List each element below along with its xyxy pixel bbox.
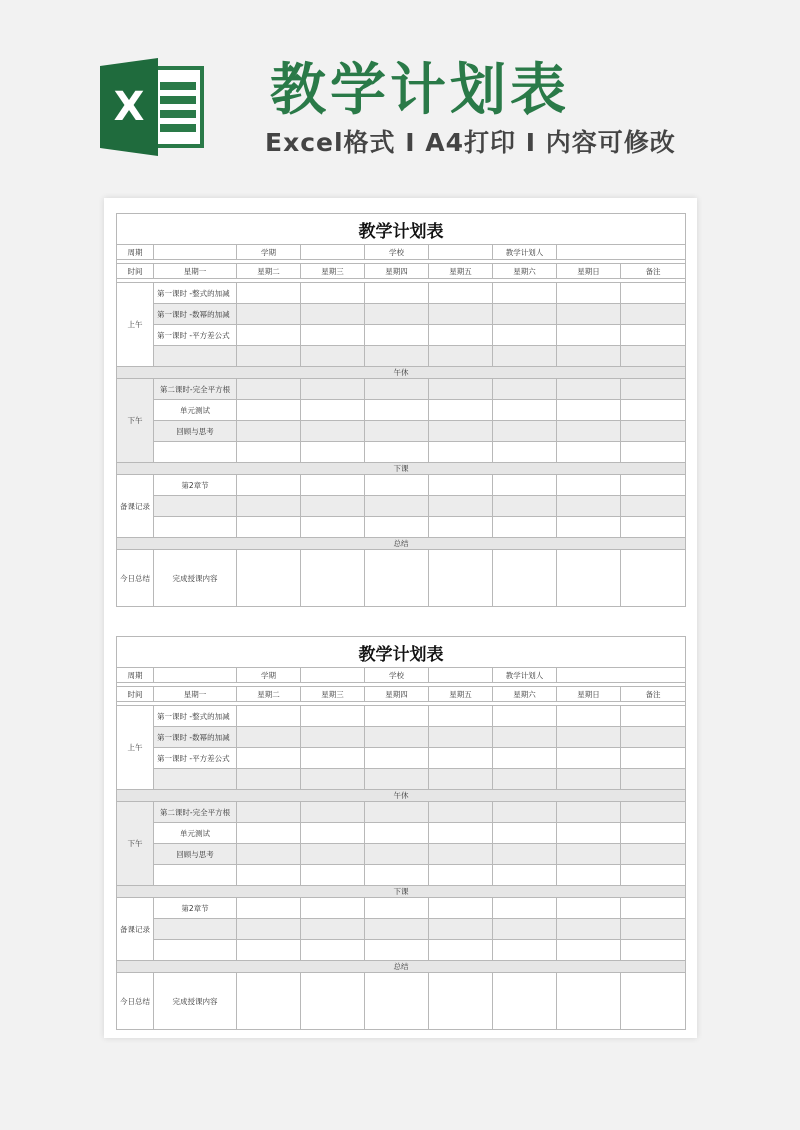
schedule-cell[interactable]: [365, 865, 429, 886]
schedule-cell[interactable]: [365, 769, 429, 790]
summary-cell[interactable]: [493, 550, 557, 607]
schedule-cell[interactable]: [301, 517, 365, 538]
day-header-sun: 星期日: [557, 264, 621, 279]
summary-row: 总结: [117, 538, 686, 550]
schedule-cell[interactable]: [493, 517, 557, 538]
day-header-wed: 星期三: [301, 687, 365, 702]
schedule-cell[interactable]: [365, 706, 429, 727]
schedule-cell[interactable]: [557, 325, 621, 346]
lesson-cell[interactable]: 第一课时 -整式的加减: [154, 706, 237, 727]
excel-icon: [100, 58, 206, 156]
schedule-cell[interactable]: [621, 442, 686, 463]
schedule-cell[interactable]: [493, 346, 557, 367]
day-header-sat: 星期六: [493, 687, 557, 702]
note-header: 备注: [621, 687, 686, 702]
paper-sheet: [104, 198, 697, 1038]
lesson-cell[interactable]: [154, 346, 237, 367]
schedule-cell[interactable]: [557, 769, 621, 790]
schedule-cell[interactable]: [301, 400, 365, 421]
daily-summary-label: 今日总结: [117, 973, 154, 1030]
term-label: 学期: [237, 245, 301, 260]
lesson-cell[interactable]: 单元测试: [154, 400, 237, 421]
schedule-cell[interactable]: [429, 379, 493, 400]
schedule-cell[interactable]: [493, 919, 557, 940]
prep-cell[interactable]: 第2章节: [154, 898, 237, 919]
lesson-cell[interactable]: 第一课时 -平方差公式: [154, 748, 237, 769]
schedule-cell[interactable]: [621, 304, 686, 325]
schedule-cell[interactable]: [429, 442, 493, 463]
school-value[interactable]: [429, 668, 493, 683]
schedule-cell[interactable]: [365, 496, 429, 517]
school-value[interactable]: [429, 245, 493, 260]
summary-cell[interactable]: [365, 973, 429, 1030]
schedule-cell[interactable]: [557, 844, 621, 865]
schedule-cell[interactable]: [237, 919, 301, 940]
term-value[interactable]: [301, 245, 365, 260]
day-header-mon: 星期一: [154, 264, 237, 279]
lesson-cell[interactable]: 第二课时-完全平方根: [154, 379, 237, 400]
schedule-cell[interactable]: [365, 802, 429, 823]
schedule-cell[interactable]: [365, 421, 429, 442]
schedule-cell[interactable]: [237, 400, 301, 421]
day-header-wed: 星期三: [301, 264, 365, 279]
schedule-cell[interactable]: [301, 304, 365, 325]
schedule-cell[interactable]: [429, 475, 493, 496]
schedule-cell[interactable]: [301, 421, 365, 442]
schedule-cell[interactable]: [493, 769, 557, 790]
schedule-cell[interactable]: [557, 748, 621, 769]
schedule-cell[interactable]: [365, 283, 429, 304]
schedule-cell[interactable]: [301, 379, 365, 400]
schedule-cell[interactable]: [557, 400, 621, 421]
schedule-cell[interactable]: [365, 379, 429, 400]
schedule-cell[interactable]: [557, 421, 621, 442]
schedule-cell[interactable]: [557, 727, 621, 748]
schedule-cell[interactable]: [429, 844, 493, 865]
summary-cell[interactable]: [429, 550, 493, 607]
after-class-row: 下课: [117, 886, 686, 898]
day-header-thu: 星期四: [365, 687, 429, 702]
day-header-fri: 星期五: [429, 264, 493, 279]
schedule-cell[interactable]: [237, 802, 301, 823]
excel-icon-letter: X: [113, 84, 145, 130]
schedule-cell[interactable]: [365, 727, 429, 748]
schedule-cell[interactable]: [237, 727, 301, 748]
schedule-cell[interactable]: [621, 802, 686, 823]
schedule-cell[interactable]: [621, 940, 686, 961]
page-subtitle: Excel格式 I A4打印 I 内容可修改: [265, 128, 676, 157]
noon-break-row: 午休: [117, 790, 686, 802]
daily-summary-label: 今日总结: [117, 550, 154, 607]
note-header: 备注: [621, 264, 686, 279]
schedule-cell[interactable]: [301, 865, 365, 886]
planner-value[interactable]: [557, 668, 686, 683]
schedule-cell[interactable]: [237, 379, 301, 400]
planner-label: 教学计划人: [493, 245, 557, 260]
morning-label: 上午: [117, 706, 154, 790]
schedule-cell[interactable]: [621, 346, 686, 367]
prep-label: 备课记录: [117, 898, 154, 961]
schedule-cell[interactable]: [557, 517, 621, 538]
lesson-cell[interactable]: [154, 769, 237, 790]
schedule-cell[interactable]: [493, 940, 557, 961]
summary-cell[interactable]: [621, 973, 686, 1030]
schedule-cell[interactable]: [237, 898, 301, 919]
schedule-cell[interactable]: [237, 304, 301, 325]
schedule-cell[interactable]: [429, 325, 493, 346]
schedule-cell[interactable]: [365, 940, 429, 961]
day-header-tue: 星期二: [237, 264, 301, 279]
prep-label: 备课记录: [117, 475, 154, 538]
schedule-cell[interactable]: [621, 748, 686, 769]
schedule-cell[interactable]: [429, 346, 493, 367]
afternoon-label: 下午: [117, 802, 154, 886]
schedule-cell[interactable]: [621, 325, 686, 346]
schedule-cell[interactable]: [429, 802, 493, 823]
schedule-cell[interactable]: [621, 823, 686, 844]
schedule-cell[interactable]: [301, 844, 365, 865]
schedule-cell[interactable]: [365, 475, 429, 496]
schedule-cell[interactable]: [493, 802, 557, 823]
schedule-cell[interactable]: [237, 823, 301, 844]
schedule-cell[interactable]: [301, 496, 365, 517]
schedule-cell[interactable]: [301, 919, 365, 940]
schedule-cell[interactable]: [493, 283, 557, 304]
schedule-cell[interactable]: [301, 769, 365, 790]
schedule-cell[interactable]: [301, 442, 365, 463]
schedule-cell[interactable]: [237, 475, 301, 496]
schedule-cell[interactable]: [301, 823, 365, 844]
schedule-cell[interactable]: [365, 325, 429, 346]
schedule-cell[interactable]: [365, 898, 429, 919]
schedule-cell[interactable]: [557, 496, 621, 517]
schedule-cell[interactable]: [365, 442, 429, 463]
schedule-cell[interactable]: [557, 865, 621, 886]
schedule-cell[interactable]: [621, 865, 686, 886]
schedule-cell[interactable]: [365, 304, 429, 325]
schedule-cell[interactable]: [365, 844, 429, 865]
schedule-cell[interactable]: [493, 844, 557, 865]
schedule-cell[interactable]: [429, 304, 493, 325]
daily-summary-content[interactable]: 完成授课内容: [154, 973, 237, 1030]
schedule-cell[interactable]: [621, 727, 686, 748]
schedule-cell[interactable]: [365, 748, 429, 769]
schedule-cell[interactable]: [621, 379, 686, 400]
lesson-cell[interactable]: [154, 865, 237, 886]
time-header: 时间: [117, 264, 154, 279]
schedule-cell[interactable]: [301, 748, 365, 769]
schedule-cell[interactable]: [301, 898, 365, 919]
schedule-cell[interactable]: [557, 475, 621, 496]
schedule-cell[interactable]: [557, 346, 621, 367]
schedule-cell[interactable]: [557, 304, 621, 325]
summary-cell[interactable]: [365, 550, 429, 607]
prep-cell[interactable]: [154, 517, 237, 538]
schedule-cell[interactable]: [429, 919, 493, 940]
schedule-cell[interactable]: [621, 400, 686, 421]
schedule-cell[interactable]: [493, 400, 557, 421]
schedule-cell[interactable]: [557, 823, 621, 844]
schedule-cell[interactable]: [429, 898, 493, 919]
schedule-cell[interactable]: [493, 379, 557, 400]
schedule-cell[interactable]: [301, 475, 365, 496]
schedule-cell[interactable]: [365, 400, 429, 421]
term-label: 学期: [237, 668, 301, 683]
summary-cell[interactable]: [301, 550, 365, 607]
page-header: [0, 0, 800, 190]
schedule-cell[interactable]: [557, 898, 621, 919]
schedule-cell[interactable]: [365, 919, 429, 940]
summary-cell[interactable]: [621, 550, 686, 607]
schedule-cell[interactable]: [429, 940, 493, 961]
plan-sheet-1: [116, 213, 685, 607]
schedule-cell[interactable]: [493, 325, 557, 346]
lesson-cell[interactable]: 回顾与思考: [154, 844, 237, 865]
prep-cell[interactable]: 第2章节: [154, 475, 237, 496]
schedule-cell[interactable]: [429, 517, 493, 538]
sheet-title: 教学计划表: [117, 214, 686, 245]
schedule-cell[interactable]: [557, 919, 621, 940]
schedule-cell[interactable]: [493, 475, 557, 496]
schedule-cell[interactable]: [429, 400, 493, 421]
summary-cell[interactable]: [237, 973, 301, 1030]
schedule-cell[interactable]: [301, 706, 365, 727]
schedule-cell[interactable]: [621, 769, 686, 790]
schedule-cell[interactable]: [301, 802, 365, 823]
cycle-label: 周期: [117, 668, 154, 683]
plan-table: [116, 213, 686, 607]
schedule-cell[interactable]: [493, 442, 557, 463]
page-title: 教学计划表: [270, 58, 570, 123]
schedule-cell[interactable]: [301, 283, 365, 304]
lesson-cell[interactable]: 回顾与思考: [154, 421, 237, 442]
schedule-cell[interactable]: [237, 940, 301, 961]
summary-cell[interactable]: [493, 973, 557, 1030]
schedule-cell[interactable]: [365, 346, 429, 367]
prep-cell[interactable]: [154, 496, 237, 517]
schedule-cell[interactable]: [621, 898, 686, 919]
day-header-tue: 星期二: [237, 687, 301, 702]
schedule-cell[interactable]: [493, 898, 557, 919]
morning-label: 上午: [117, 283, 154, 367]
schedule-cell[interactable]: [557, 802, 621, 823]
summary-cell[interactable]: [237, 550, 301, 607]
day-header-sun: 星期日: [557, 687, 621, 702]
schedule-cell[interactable]: [621, 706, 686, 727]
summary-cell[interactable]: [557, 550, 621, 607]
schedule-cell[interactable]: [493, 304, 557, 325]
schedule-cell[interactable]: [429, 769, 493, 790]
schedule-cell[interactable]: [429, 706, 493, 727]
schedule-cell[interactable]: [493, 421, 557, 442]
schedule-cell[interactable]: [621, 421, 686, 442]
plan-sheet-2: [116, 636, 685, 1030]
sheet-title: 教学计划表: [117, 637, 686, 668]
daily-summary-content[interactable]: 完成授课内容: [154, 550, 237, 607]
term-value[interactable]: [301, 668, 365, 683]
schedule-cell[interactable]: [429, 865, 493, 886]
schedule-cell[interactable]: [493, 496, 557, 517]
schedule-cell[interactable]: [621, 496, 686, 517]
after-class-row: 下课: [117, 463, 686, 475]
lesson-cell[interactable]: [154, 442, 237, 463]
summary-row: 总结: [117, 961, 686, 973]
day-header-fri: 星期五: [429, 687, 493, 702]
lesson-cell[interactable]: 第一课时 -数幂的加减: [154, 304, 237, 325]
plan-table: [116, 636, 686, 1030]
afternoon-label: 下午: [117, 379, 154, 463]
schedule-cell[interactable]: [237, 769, 301, 790]
schedule-cell[interactable]: [237, 421, 301, 442]
schedule-cell[interactable]: [429, 421, 493, 442]
planner-label: 教学计划人: [493, 668, 557, 683]
lesson-cell[interactable]: 第二课时-完全平方根: [154, 802, 237, 823]
cycle-value[interactable]: [154, 245, 237, 260]
schedule-cell[interactable]: [621, 919, 686, 940]
schedule-cell[interactable]: [301, 940, 365, 961]
schedule-cell[interactable]: [493, 706, 557, 727]
schedule-cell[interactable]: [237, 325, 301, 346]
cycle-value[interactable]: [154, 668, 237, 683]
schedule-cell[interactable]: [237, 517, 301, 538]
lesson-cell[interactable]: 第一课时 -数幂的加减: [154, 727, 237, 748]
schedule-cell[interactable]: [429, 748, 493, 769]
schedule-cell[interactable]: [237, 706, 301, 727]
summary-cell[interactable]: [301, 973, 365, 1030]
schedule-cell[interactable]: [557, 379, 621, 400]
schedule-cell[interactable]: [493, 865, 557, 886]
schedule-cell[interactable]: [301, 325, 365, 346]
schedule-cell[interactable]: [493, 823, 557, 844]
schedule-cell[interactable]: [557, 442, 621, 463]
day-header-mon: 星期一: [154, 687, 237, 702]
schedule-cell[interactable]: [429, 823, 493, 844]
day-header-thu: 星期四: [365, 264, 429, 279]
schedule-cell[interactable]: [493, 748, 557, 769]
schedule-cell[interactable]: [621, 517, 686, 538]
school-label: 学校: [365, 668, 429, 683]
planner-value[interactable]: [557, 245, 686, 260]
lesson-cell[interactable]: 第一课时 -整式的加减: [154, 283, 237, 304]
schedule-cell[interactable]: [365, 823, 429, 844]
day-header-sat: 星期六: [493, 264, 557, 279]
prep-cell[interactable]: [154, 919, 237, 940]
schedule-cell[interactable]: [429, 283, 493, 304]
schedule-cell[interactable]: [237, 346, 301, 367]
schedule-cell[interactable]: [621, 844, 686, 865]
noon-break-row: 午休: [117, 367, 686, 379]
time-header: 时间: [117, 687, 154, 702]
schedule-cell[interactable]: [621, 283, 686, 304]
lesson-cell[interactable]: 第一课时 -平方差公式: [154, 325, 237, 346]
schedule-cell[interactable]: [621, 475, 686, 496]
schedule-cell[interactable]: [301, 727, 365, 748]
summary-cell[interactable]: [557, 973, 621, 1030]
schedule-cell[interactable]: [301, 346, 365, 367]
schedule-cell[interactable]: [429, 496, 493, 517]
prep-cell[interactable]: [154, 940, 237, 961]
schedule-cell[interactable]: [237, 496, 301, 517]
school-label: 学校: [365, 245, 429, 260]
lesson-cell[interactable]: 单元测试: [154, 823, 237, 844]
schedule-cell[interactable]: [493, 727, 557, 748]
schedule-cell[interactable]: [557, 940, 621, 961]
schedule-cell[interactable]: [237, 844, 301, 865]
schedule-cell[interactable]: [557, 706, 621, 727]
schedule-cell[interactable]: [429, 727, 493, 748]
schedule-cell[interactable]: [237, 283, 301, 304]
summary-cell[interactable]: [429, 973, 493, 1030]
schedule-cell[interactable]: [237, 748, 301, 769]
schedule-cell[interactable]: [237, 442, 301, 463]
schedule-cell[interactable]: [557, 283, 621, 304]
schedule-cell[interactable]: [237, 865, 301, 886]
schedule-cell[interactable]: [365, 517, 429, 538]
cycle-label: 周期: [117, 245, 154, 260]
